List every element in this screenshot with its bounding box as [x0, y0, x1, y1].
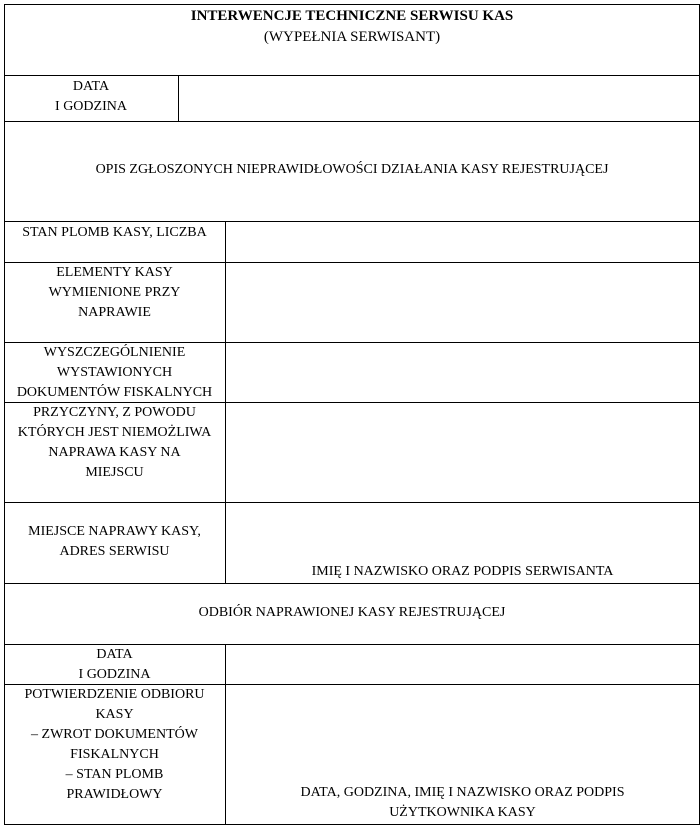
date-time-field-2[interactable] [226, 645, 699, 684]
label-line: KTÓRYCH JEST NIEMOŻLIWA [17, 425, 212, 440]
label-line: – STAN PLOMB [65, 767, 164, 782]
label-line: WYMIENIONE PRZY [48, 285, 181, 300]
seals-state-text: STAN PLOMB KASY, LICZBA [22, 225, 207, 240]
label-line: WYSTAWIONYCH [56, 365, 173, 380]
label-line: – ZWROT DOKUMENTÓW [31, 727, 198, 742]
fiscal-docs-label [4, 343, 225, 402]
label-line: I GODZINA [55, 99, 127, 114]
label-line: NAPRAWA KASY NA [48, 445, 181, 460]
user-signature-caption [226, 783, 699, 823]
reasons-field[interactable] [226, 403, 699, 502]
label-line: MIEJSCU [85, 465, 144, 480]
description-text: OPIS ZGŁOSZONYCH NIEPRAWIDŁOWOŚCI DZIAŁANIA KASY REJESTRUJĄCEJ [95, 162, 609, 177]
fiscal-docs-field[interactable] [226, 343, 699, 402]
label-line: WYSZCZEGÓLNIENIE [43, 345, 186, 360]
label-line: DATA [96, 647, 133, 662]
label-line: I GODZINA [78, 667, 151, 682]
label-line: NAPRAWIE [78, 305, 151, 320]
pickup-confirm-label [4, 685, 225, 824]
form-header [4, 6, 700, 75]
label-line: DOKUMENTÓW FISKALNYCH [16, 385, 213, 400]
replaced-parts-label [4, 263, 225, 341]
seals-state-label [4, 223, 225, 261]
repair-place-label [4, 522, 225, 566]
rule-place-bottom [4, 583, 700, 584]
label-line: ADRES SERWISU [59, 544, 170, 559]
rule-bottom [4, 824, 700, 825]
label-line: ELEMENTY KASY [56, 265, 173, 280]
user-signature-field[interactable] [226, 685, 699, 824]
date-time-label-2 [4, 645, 225, 684]
technician-signature-text: IMIĘ I NAZWISKO ORAZ PODPIS SERWISANTA [311, 564, 614, 579]
technician-signature-caption [226, 562, 699, 582]
label-line: KASY [95, 707, 134, 722]
label-line: PRAWIDŁOWY [66, 787, 163, 802]
pickup-heading [4, 603, 700, 625]
label-line: POTWIERDZENIE ODBIORU [24, 687, 205, 702]
label-line: PRZYCZYNY, Z POWODU [33, 405, 196, 420]
repair-place-field[interactable] [226, 503, 699, 583]
form-title: INTERWENCJE TECHNICZNE SERWISU KAS [190, 8, 514, 24]
label-line: DATA [72, 79, 110, 94]
pickup-heading-text: ODBIÓR NAPRAWIONEJ KASY REJESTRUJĄCEJ [198, 605, 506, 620]
caption-line: UŻYTKOWNIKA KASY [389, 805, 536, 820]
rule-top [4, 4, 700, 5]
caption-line: DATA, GODZINA, IMIĘ I NAZWISKO ORAZ PODPIS [300, 785, 625, 800]
label-line: FISKALNYCH [70, 747, 159, 762]
date-time-field-1[interactable] [179, 76, 699, 121]
replaced-parts-field[interactable] [226, 263, 699, 342]
seals-state-field[interactable] [226, 222, 699, 262]
rule-date1-bottom [4, 121, 700, 122]
form-subtitle: (WYPEŁNIA SERWISANT) [263, 29, 441, 45]
label-line: MIEJSCE NAPRAWY KASY, [28, 524, 201, 539]
date-time-label-1 [4, 77, 178, 121]
description-label [4, 160, 700, 182]
reasons-label [4, 403, 225, 501]
